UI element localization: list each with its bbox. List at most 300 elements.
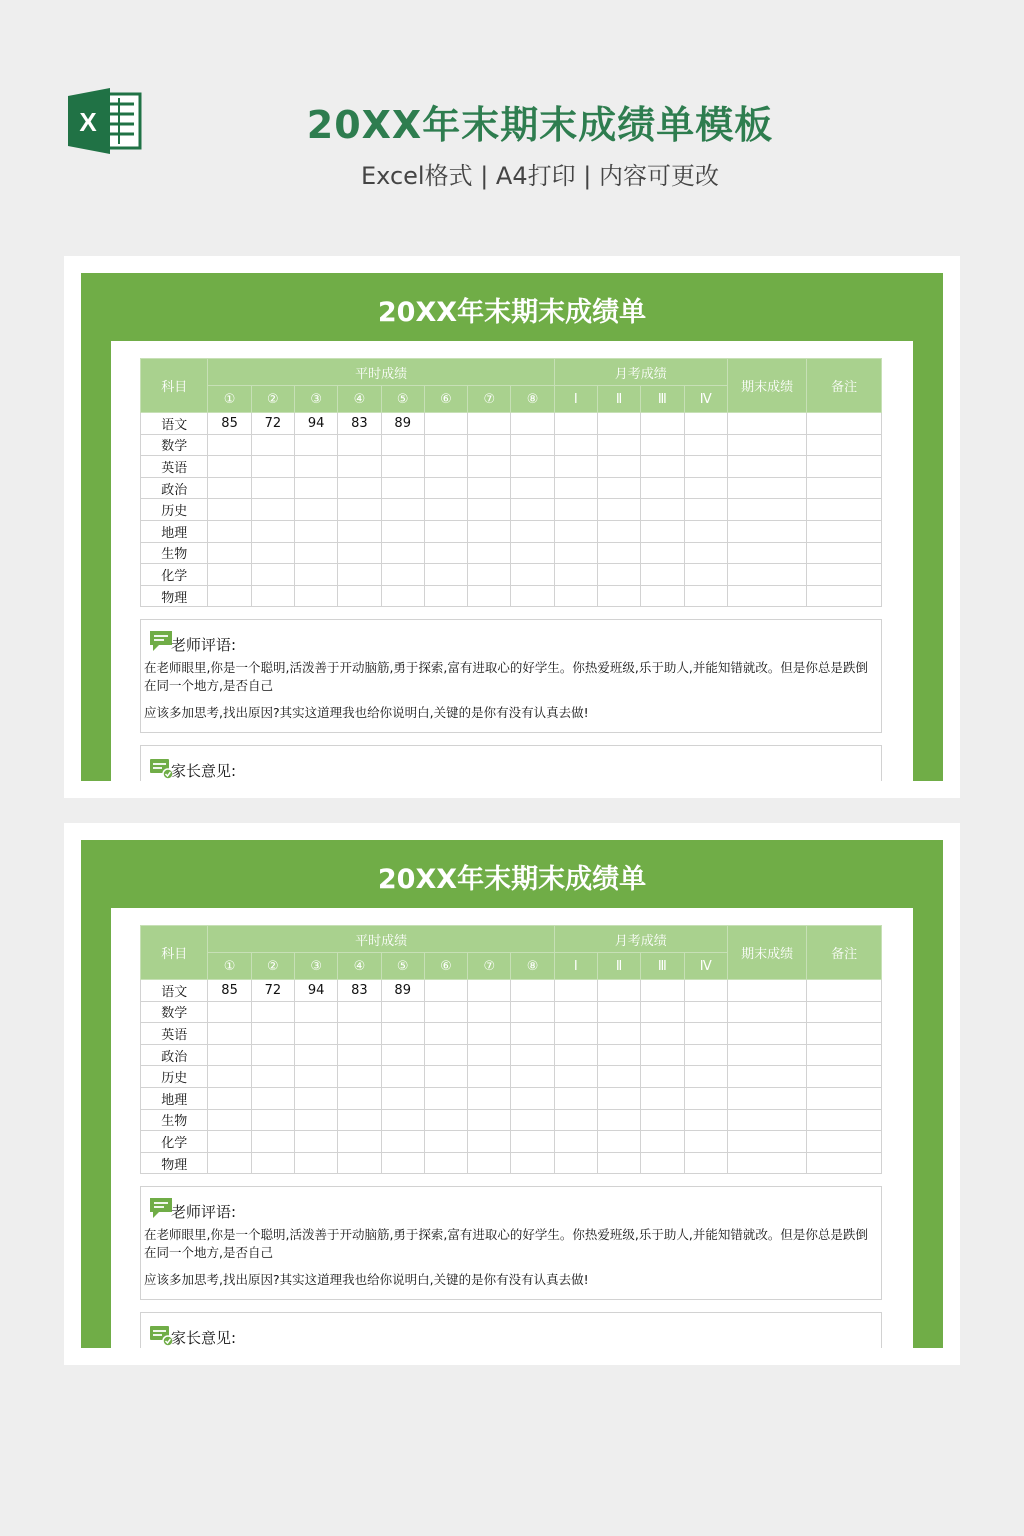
regular-score-cell[interactable] <box>338 477 381 499</box>
regular-score-cell[interactable] <box>338 564 381 586</box>
regular-score-cell[interactable] <box>381 520 424 542</box>
final-score-cell[interactable] <box>727 1152 807 1174</box>
monthly-score-cell[interactable] <box>597 1023 640 1045</box>
monthly-score-cell[interactable] <box>554 1066 597 1088</box>
teacher-comment-label: 老师评语: <box>171 636 237 654</box>
monthly-score-cell[interactable] <box>554 520 597 542</box>
regular-score-cell[interactable] <box>381 499 424 521</box>
col-group-regular: 平时成绩 <box>208 926 554 953</box>
regular-score-cell[interactable] <box>511 1152 554 1174</box>
final-score-cell[interactable] <box>727 1001 807 1023</box>
regular-score-cell[interactable] <box>511 585 554 607</box>
regular-score-cell[interactable] <box>381 1044 424 1066</box>
regular-score-cell[interactable] <box>511 1066 554 1088</box>
regular-score-cell[interactable] <box>338 1109 381 1131</box>
regular-score-cell[interactable] <box>338 456 381 478</box>
monthly-score-cell[interactable] <box>597 1044 640 1066</box>
regular-score-cell[interactable] <box>468 413 511 435</box>
regular-score-cell[interactable] <box>424 585 467 607</box>
monthly-score-cell[interactable] <box>554 980 597 1002</box>
regular-score-cell[interactable] <box>468 1044 511 1066</box>
monthly-score-cell[interactable] <box>684 585 727 607</box>
excel-icon <box>68 86 142 156</box>
regular-score-cell[interactable]: 83 <box>338 413 381 435</box>
final-score-cell[interactable] <box>727 434 807 456</box>
monthly-score-cell[interactable] <box>597 564 640 586</box>
regular-score-cell[interactable] <box>381 477 424 499</box>
regular-score-cell[interactable] <box>208 1131 251 1153</box>
final-score-cell[interactable] <box>727 520 807 542</box>
monthly-score-cell[interactable] <box>641 1152 684 1174</box>
regular-score-cell[interactable] <box>208 542 251 564</box>
monthly-score-cell[interactable] <box>554 1152 597 1174</box>
regular-score-cell[interactable] <box>295 542 338 564</box>
col-header-monthly-4: Ⅳ <box>684 386 727 413</box>
monthly-score-cell[interactable] <box>597 1109 640 1131</box>
remark-cell[interactable] <box>807 1087 882 1109</box>
regular-score-cell[interactable] <box>381 1131 424 1153</box>
regular-score-cell[interactable] <box>511 1001 554 1023</box>
regular-score-cell[interactable] <box>338 520 381 542</box>
monthly-score-cell[interactable] <box>684 434 727 456</box>
regular-score-cell[interactable] <box>208 1109 251 1131</box>
monthly-score-cell[interactable] <box>684 477 727 499</box>
regular-score-cell[interactable] <box>251 1109 294 1131</box>
regular-score-cell[interactable] <box>208 499 251 521</box>
regular-score-cell[interactable] <box>338 585 381 607</box>
regular-score-cell[interactable] <box>295 1087 338 1109</box>
monthly-score-cell[interactable] <box>641 1023 684 1045</box>
regular-score-cell[interactable] <box>424 1023 467 1045</box>
remark-cell[interactable] <box>807 520 882 542</box>
monthly-score-cell[interactable] <box>641 1087 684 1109</box>
final-score-cell[interactable] <box>727 413 807 435</box>
regular-score-cell[interactable] <box>338 499 381 521</box>
regular-score-cell[interactable] <box>251 542 294 564</box>
regular-score-cell[interactable] <box>468 1066 511 1088</box>
regular-score-cell[interactable] <box>468 980 511 1002</box>
monthly-score-cell[interactable] <box>684 1109 727 1131</box>
final-score-cell[interactable] <box>727 1131 807 1153</box>
monthly-score-cell[interactable] <box>641 1001 684 1023</box>
final-score-cell[interactable] <box>727 542 807 564</box>
monthly-score-cell[interactable] <box>554 1087 597 1109</box>
sheet-body <box>111 908 913 1348</box>
final-score-cell[interactable] <box>727 1023 807 1045</box>
regular-score-cell[interactable] <box>381 564 424 586</box>
regular-score-cell[interactable] <box>511 1087 554 1109</box>
col-header-regular-8: ⑧ <box>511 386 554 413</box>
regular-score-cell[interactable]: 83 <box>338 980 381 1002</box>
regular-score-cell[interactable] <box>381 1001 424 1023</box>
regular-score-cell[interactable] <box>338 434 381 456</box>
monthly-score-cell[interactable] <box>597 542 640 564</box>
monthly-score-cell[interactable] <box>597 499 640 521</box>
regular-score-cell[interactable] <box>511 542 554 564</box>
monthly-score-cell[interactable] <box>554 477 597 499</box>
regular-score-cell[interactable] <box>511 413 554 435</box>
monthly-score-cell[interactable] <box>641 477 684 499</box>
monthly-score-cell[interactable] <box>641 564 684 586</box>
monthly-score-cell[interactable] <box>684 542 727 564</box>
regular-score-cell[interactable] <box>251 1087 294 1109</box>
regular-score-cell[interactable]: 72 <box>251 980 294 1002</box>
table-row <box>141 1131 882 1153</box>
monthly-score-cell[interactable] <box>641 520 684 542</box>
regular-score-cell[interactable] <box>208 520 251 542</box>
col-group-monthly: 月考成绩 <box>554 926 727 953</box>
monthly-score-cell[interactable] <box>597 1152 640 1174</box>
regular-score-cell[interactable] <box>424 1152 467 1174</box>
regular-score-cell[interactable] <box>251 1023 294 1045</box>
regular-score-cell[interactable]: 89 <box>381 413 424 435</box>
final-score-cell[interactable] <box>727 980 807 1002</box>
regular-score-cell[interactable] <box>381 542 424 564</box>
monthly-score-cell[interactable] <box>684 520 727 542</box>
col-header-remark: 备注 <box>807 926 882 980</box>
regular-score-cell[interactable]: 89 <box>381 980 424 1002</box>
subject-cell: 化学 <box>141 1131 208 1153</box>
regular-score-cell[interactable]: 72 <box>251 413 294 435</box>
monthly-score-cell[interactable] <box>684 1023 727 1045</box>
regular-score-cell[interactable] <box>338 1066 381 1088</box>
remark-cell[interactable] <box>807 456 882 478</box>
final-score-cell[interactable] <box>727 499 807 521</box>
regular-score-cell[interactable] <box>381 456 424 478</box>
regular-score-cell[interactable] <box>468 1001 511 1023</box>
regular-score-cell[interactable] <box>468 542 511 564</box>
regular-score-cell[interactable] <box>424 564 467 586</box>
col-header-regular-1: ① <box>208 953 251 980</box>
monthly-score-cell[interactable] <box>597 1066 640 1088</box>
preview-card-2 <box>64 823 960 1365</box>
col-header-monthly-1: Ⅰ <box>554 953 597 980</box>
monthly-score-cell[interactable] <box>641 434 684 456</box>
monthly-score-cell[interactable] <box>684 499 727 521</box>
regular-score-cell[interactable]: 85 <box>208 413 251 435</box>
regular-score-cell[interactable] <box>511 980 554 1002</box>
monthly-score-cell[interactable] <box>597 1087 640 1109</box>
monthly-score-cell[interactable] <box>597 434 640 456</box>
regular-score-cell[interactable] <box>424 520 467 542</box>
subject-cell: 化学 <box>141 564 208 586</box>
table-row <box>141 520 882 542</box>
regular-score-cell[interactable] <box>208 477 251 499</box>
parent-opinion-box <box>140 745 882 781</box>
monthly-score-cell[interactable] <box>597 1001 640 1023</box>
regular-score-cell[interactable] <box>338 1044 381 1066</box>
regular-score-cell[interactable] <box>338 1131 381 1153</box>
monthly-score-cell[interactable] <box>641 980 684 1002</box>
final-score-cell[interactable] <box>727 1066 807 1088</box>
final-score-cell[interactable] <box>727 477 807 499</box>
remark-cell[interactable] <box>807 585 882 607</box>
remark-cell[interactable] <box>807 1066 882 1088</box>
excel-logo-letter: X <box>79 107 97 137</box>
regular-score-cell[interactable] <box>468 456 511 478</box>
regular-score-cell[interactable] <box>295 520 338 542</box>
remark-cell[interactable] <box>807 434 882 456</box>
remark-cell[interactable] <box>807 413 882 435</box>
regular-score-cell[interactable] <box>208 1001 251 1023</box>
regular-score-cell[interactable] <box>251 434 294 456</box>
table-row <box>141 434 882 456</box>
monthly-score-cell[interactable] <box>684 456 727 478</box>
regular-score-cell[interactable] <box>295 434 338 456</box>
teacher-comment-text-2: 应该多加思考,找出原因?其实这道理我也给你说明白,关键的是你有没有认真去做! <box>144 1272 589 1287</box>
regular-score-cell[interactable] <box>424 980 467 1002</box>
regular-score-cell[interactable] <box>381 1109 424 1131</box>
col-header-subject: 科目 <box>141 359 208 413</box>
regular-score-cell[interactable] <box>511 1109 554 1131</box>
monthly-score-cell[interactable] <box>554 542 597 564</box>
regular-score-cell[interactable] <box>424 477 467 499</box>
regular-score-cell[interactable] <box>208 1152 251 1174</box>
monthly-score-cell[interactable] <box>554 456 597 478</box>
regular-score-cell[interactable] <box>468 1087 511 1109</box>
final-score-cell[interactable] <box>727 1109 807 1131</box>
monthly-score-cell[interactable] <box>684 1087 727 1109</box>
monthly-score-cell[interactable] <box>641 1066 684 1088</box>
regular-score-cell[interactable] <box>511 564 554 586</box>
regular-score-cell[interactable] <box>424 1131 467 1153</box>
regular-score-cell[interactable] <box>251 1152 294 1174</box>
final-score-cell[interactable] <box>727 1087 807 1109</box>
regular-score-cell[interactable] <box>511 499 554 521</box>
regular-score-cell[interactable] <box>208 1087 251 1109</box>
regular-score-cell[interactable] <box>468 1152 511 1174</box>
monthly-score-cell[interactable] <box>684 1131 727 1153</box>
regular-score-cell[interactable] <box>424 1109 467 1131</box>
monthly-score-cell[interactable] <box>684 1152 727 1174</box>
regular-score-cell[interactable] <box>208 1044 251 1066</box>
monthly-score-cell[interactable] <box>597 1131 640 1153</box>
regular-score-cell[interactable] <box>295 564 338 586</box>
col-header-monthly-2: Ⅱ <box>597 386 640 413</box>
monthly-score-cell[interactable] <box>684 980 727 1002</box>
regular-score-cell[interactable] <box>208 1066 251 1088</box>
subject-cell: 英语 <box>141 456 208 478</box>
monthly-score-cell[interactable] <box>641 542 684 564</box>
col-header-monthly-1: Ⅰ <box>554 386 597 413</box>
remark-cell[interactable] <box>807 1023 882 1045</box>
col-group-monthly: 月考成绩 <box>554 359 727 386</box>
regular-score-cell[interactable] <box>251 520 294 542</box>
table-row <box>141 413 882 435</box>
regular-score-cell[interactable] <box>338 542 381 564</box>
monthly-score-cell[interactable] <box>554 585 597 607</box>
monthly-score-cell[interactable] <box>554 1023 597 1045</box>
col-header-monthly-4: Ⅳ <box>684 953 727 980</box>
monthly-score-cell[interactable] <box>597 585 640 607</box>
regular-score-cell[interactable] <box>251 477 294 499</box>
regular-score-cell[interactable] <box>468 1023 511 1045</box>
regular-score-cell[interactable] <box>208 434 251 456</box>
regular-score-cell[interactable] <box>295 1131 338 1153</box>
monthly-score-cell[interactable] <box>641 1044 684 1066</box>
monthly-score-cell[interactable] <box>641 1109 684 1131</box>
monthly-score-cell[interactable] <box>684 1066 727 1088</box>
monthly-score-cell[interactable] <box>554 1109 597 1131</box>
table-row <box>141 1001 882 1023</box>
monthly-score-cell[interactable] <box>641 585 684 607</box>
regular-score-cell[interactable] <box>251 585 294 607</box>
regular-score-cell[interactable] <box>208 564 251 586</box>
regular-score-cell[interactable] <box>424 434 467 456</box>
regular-score-cell[interactable] <box>511 1023 554 1045</box>
teacher-comment-text-2: 应该多加思考,找出原因?其实这道理我也给你说明白,关键的是你有没有认真去做! <box>144 705 589 720</box>
regular-score-cell[interactable] <box>295 585 338 607</box>
monthly-score-cell[interactable] <box>641 456 684 478</box>
remark-cell[interactable] <box>807 1131 882 1153</box>
remark-cell[interactable] <box>807 1152 882 1174</box>
regular-score-cell[interactable] <box>208 585 251 607</box>
remark-cell[interactable] <box>807 1044 882 1066</box>
regular-score-cell[interactable] <box>424 1087 467 1109</box>
subject-cell: 生物 <box>141 1109 208 1131</box>
regular-score-cell[interactable] <box>424 499 467 521</box>
monthly-score-cell[interactable] <box>597 456 640 478</box>
monthly-score-cell[interactable] <box>597 980 640 1002</box>
regular-score-cell[interactable] <box>338 1087 381 1109</box>
monthly-score-cell[interactable] <box>554 1131 597 1153</box>
final-score-cell[interactable] <box>727 564 807 586</box>
regular-score-cell[interactable] <box>424 456 467 478</box>
regular-score-cell[interactable] <box>381 1023 424 1045</box>
col-group-regular: 平时成绩 <box>208 359 554 386</box>
regular-score-cell[interactable] <box>251 1001 294 1023</box>
regular-score-cell[interactable] <box>295 1023 338 1045</box>
regular-score-cell[interactable] <box>338 1023 381 1045</box>
regular-score-cell[interactable] <box>424 542 467 564</box>
table-row <box>141 1152 882 1174</box>
monthly-score-cell[interactable] <box>554 1044 597 1066</box>
teacher-comment-box <box>140 1186 882 1300</box>
monthly-score-cell[interactable] <box>641 1131 684 1153</box>
regular-score-cell[interactable] <box>251 564 294 586</box>
regular-score-cell[interactable] <box>295 1044 338 1066</box>
regular-score-cell[interactable] <box>295 1001 338 1023</box>
remark-cell[interactable] <box>807 1001 882 1023</box>
col-header-regular-1: ① <box>208 386 251 413</box>
regular-score-cell[interactable]: 94 <box>295 980 338 1002</box>
regular-score-cell[interactable] <box>295 1066 338 1088</box>
regular-score-cell[interactable] <box>338 1001 381 1023</box>
regular-score-cell[interactable] <box>511 477 554 499</box>
remark-cell[interactable] <box>807 499 882 521</box>
subject-cell: 历史 <box>141 499 208 521</box>
remark-cell[interactable] <box>807 980 882 1002</box>
regular-score-cell[interactable] <box>338 1152 381 1174</box>
table-row <box>141 499 882 521</box>
monthly-score-cell[interactable] <box>554 1001 597 1023</box>
regular-score-cell[interactable] <box>381 1152 424 1174</box>
remark-cell[interactable] <box>807 542 882 564</box>
regular-score-cell[interactable] <box>468 1131 511 1153</box>
regular-score-cell[interactable] <box>511 1044 554 1066</box>
monthly-score-cell[interactable] <box>597 477 640 499</box>
regular-score-cell[interactable] <box>381 434 424 456</box>
subject-cell: 政治 <box>141 477 208 499</box>
col-header-regular-6: ⑥ <box>424 386 467 413</box>
monthly-score-cell[interactable] <box>684 1001 727 1023</box>
teacher-comment-label: 老师评语: <box>171 1203 237 1221</box>
regular-score-cell[interactable] <box>511 520 554 542</box>
regular-score-cell[interactable] <box>424 1044 467 1066</box>
regular-score-cell[interactable] <box>251 1044 294 1066</box>
monthly-score-cell[interactable] <box>554 499 597 521</box>
regular-score-cell[interactable]: 85 <box>208 980 251 1002</box>
regular-score-cell[interactable] <box>468 564 511 586</box>
regular-score-cell[interactable] <box>251 1131 294 1153</box>
regular-score-cell[interactable] <box>295 477 338 499</box>
col-header-regular-6: ⑥ <box>424 953 467 980</box>
final-score-cell[interactable] <box>727 1044 807 1066</box>
regular-score-cell[interactable] <box>468 1109 511 1131</box>
monthly-score-cell[interactable] <box>597 520 640 542</box>
regular-score-cell[interactable] <box>295 499 338 521</box>
regular-score-cell[interactable] <box>251 456 294 478</box>
regular-score-cell[interactable] <box>468 477 511 499</box>
monthly-score-cell[interactable] <box>684 1044 727 1066</box>
regular-score-cell[interactable] <box>468 520 511 542</box>
regular-score-cell[interactable] <box>511 1131 554 1153</box>
col-header-final: 期末成绩 <box>727 926 807 980</box>
final-score-cell[interactable] <box>727 456 807 478</box>
regular-score-cell[interactable] <box>511 434 554 456</box>
sheet-title: 20XX年末期末成绩单 <box>377 864 647 895</box>
remark-cell[interactable] <box>807 564 882 586</box>
col-header-monthly-2: Ⅱ <box>597 953 640 980</box>
regular-score-cell[interactable] <box>381 1066 424 1088</box>
monthly-score-cell[interactable] <box>684 413 727 435</box>
regular-score-cell[interactable] <box>208 1023 251 1045</box>
regular-score-cell[interactable]: 94 <box>295 413 338 435</box>
regular-score-cell[interactable] <box>381 585 424 607</box>
monthly-score-cell[interactable] <box>554 413 597 435</box>
subject-cell: 数学 <box>141 1001 208 1023</box>
monthly-score-cell[interactable] <box>554 434 597 456</box>
regular-score-cell[interactable] <box>468 499 511 521</box>
monthly-score-cell[interactable] <box>684 564 727 586</box>
regular-score-cell[interactable] <box>468 434 511 456</box>
regular-score-cell[interactable] <box>295 1152 338 1174</box>
regular-score-cell[interactable] <box>468 585 511 607</box>
regular-score-cell[interactable] <box>251 499 294 521</box>
regular-score-cell[interactable] <box>295 456 338 478</box>
monthly-score-cell[interactable] <box>641 413 684 435</box>
table-row <box>141 564 882 586</box>
subject-cell: 物理 <box>141 1152 208 1174</box>
monthly-score-cell[interactable] <box>554 564 597 586</box>
monthly-score-cell[interactable] <box>597 413 640 435</box>
monthly-score-cell[interactable] <box>641 499 684 521</box>
regular-score-cell[interactable] <box>381 1087 424 1109</box>
table-row <box>141 542 882 564</box>
regular-score-cell[interactable] <box>511 456 554 478</box>
regular-score-cell[interactable] <box>208 456 251 478</box>
preview-card-1 <box>64 256 960 798</box>
regular-score-cell[interactable] <box>295 1109 338 1131</box>
regular-score-cell[interactable] <box>251 1066 294 1088</box>
regular-score-cell[interactable] <box>424 1001 467 1023</box>
regular-score-cell[interactable] <box>424 1066 467 1088</box>
regular-score-cell[interactable] <box>424 413 467 435</box>
final-score-cell[interactable] <box>727 585 807 607</box>
col-header-regular-3: ③ <box>295 386 338 413</box>
remark-cell[interactable] <box>807 1109 882 1131</box>
remark-cell[interactable] <box>807 477 882 499</box>
